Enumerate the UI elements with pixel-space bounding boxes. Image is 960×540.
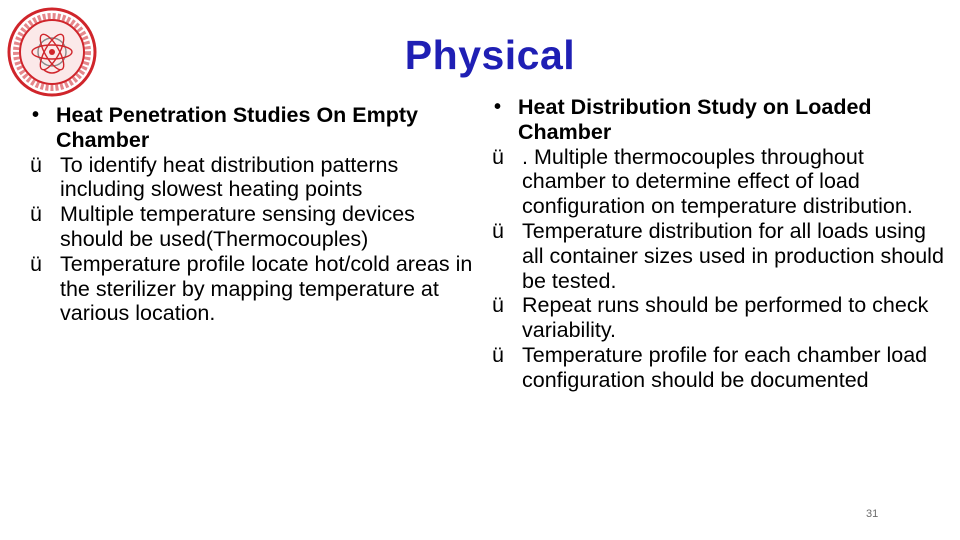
checkmark-icon: ü	[30, 202, 42, 227]
left-heading-item	[30, 103, 480, 153]
list-item-text: Temperature profile locate hot/cold areas in the sterilizer by mapping temperature at various location.	[60, 251, 473, 326]
list-item	[492, 343, 947, 393]
list-item	[30, 252, 480, 326]
list-item	[492, 293, 947, 343]
page-number: 31	[866, 508, 879, 520]
right-heading-item	[492, 95, 947, 145]
right-heading: Heat Distribution Study on Loaded Chamber	[518, 95, 872, 144]
bullet-icon: •	[32, 104, 40, 126]
list-item-text: Multiple temperature sensing devices should be used(Thermocouples)	[60, 202, 415, 251]
checkmark-icon: ü	[30, 152, 42, 177]
checkmark-icon: ü	[492, 144, 504, 169]
left-heading: Heat Penetration Studies On Empty Chamber	[56, 103, 418, 152]
checkmark-icon: ü	[492, 218, 504, 243]
list-item-text: Temperature profile for each chamber load configuration should be documented	[522, 342, 928, 392]
list-item	[30, 202, 480, 252]
checkmark-icon: ü	[492, 342, 504, 367]
bullet-icon: •	[494, 96, 502, 118]
list-item-text: Temperature distribution for all loads using all container sizes used in production should be tested.	[522, 218, 944, 293]
checkmark-icon: ü	[30, 251, 42, 276]
list-item-text: . Multiple thermocouples throughout chamber to determine effect of load configuration on temperature distribution.	[522, 144, 913, 219]
checkmark-icon: ü	[492, 293, 504, 318]
left-column	[30, 103, 480, 326]
list-item	[30, 153, 480, 203]
list-item-text: Repeat runs should be performed to check variability.	[522, 293, 929, 343]
slide-title: Physical	[404, 32, 576, 78]
list-item-text: To identify heat distribution patterns including slowest heating points	[60, 152, 399, 202]
right-column	[492, 95, 947, 393]
list-item	[492, 145, 947, 219]
list-item	[492, 219, 947, 293]
